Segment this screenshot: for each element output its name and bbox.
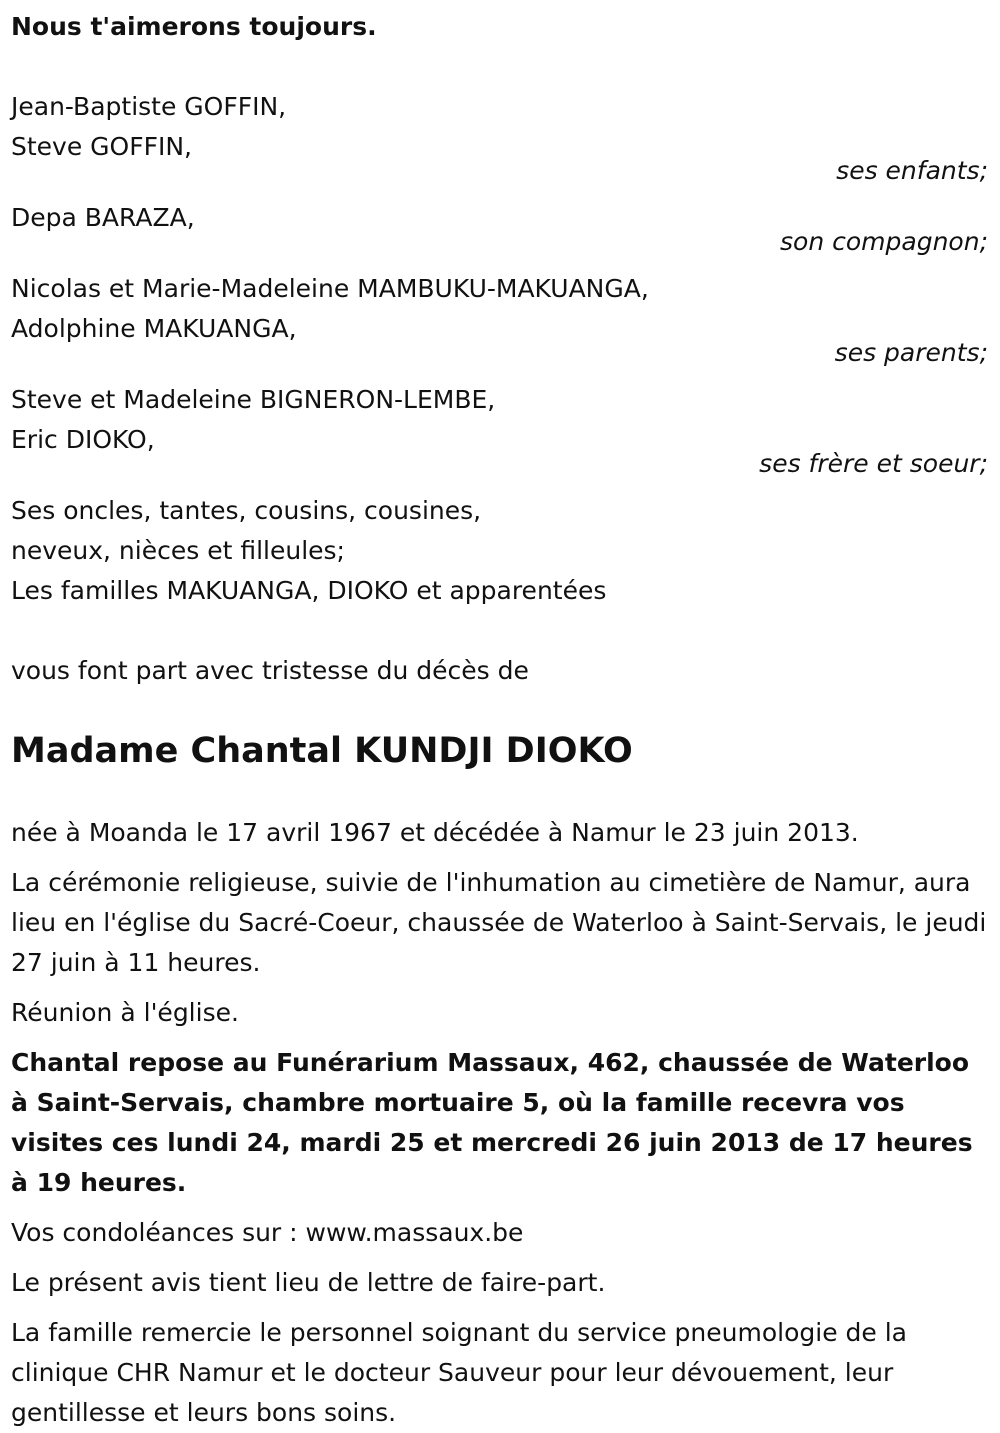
family-group-siblings xyxy=(11,380,989,484)
family-role: son compagnon; xyxy=(780,227,988,256)
announcement: vous font part avec tristesse du décès de xyxy=(11,656,529,685)
extended-family-line: Les familles MAKUANGA, DIOKO et apparentées xyxy=(11,576,607,605)
family-group-parents xyxy=(11,269,989,373)
notice-text: Le présent avis tient lieu de lettre de faire-part. xyxy=(11,1268,606,1297)
thanks-text: La famille remercie le personnel soignant du service pneumologie de la clinique CHR Namur et le docteur Sauveur pour leur dévouement, leur gentillesse et leurs bons soins. xyxy=(11,1318,907,1427)
family-name: Eric DIOKO, xyxy=(11,425,155,454)
extended-family-line: Ses oncles, tantes, cousins, cousines, xyxy=(11,496,482,525)
meeting-details: Réunion à l'église. xyxy=(11,998,239,1027)
visitation-details: Chantal repose au Funérarium Massaux, 462, chaussée de Waterloo à Saint-Servais, chambre mortuaire 5, où la famille recevra vos visites ces lundi 24, mardi 25 et mercredi 26 juin 2013 de 17 heures à 19 heures. xyxy=(11,1048,973,1197)
family-name: Depa BARAZA, xyxy=(11,203,195,232)
family-group-children xyxy=(11,87,989,191)
family-role: ses enfants; xyxy=(836,156,988,185)
family-name: Steve et Madeleine BIGNERON-LEMBE, xyxy=(11,385,496,414)
family-name: Jean-Baptiste GOFFIN, xyxy=(11,92,287,121)
motto: Nous t'aimerons toujours. xyxy=(11,12,377,41)
family-name: Steve GOFFIN, xyxy=(11,132,193,161)
family-name: Adolphine MAKUANGA, xyxy=(11,314,297,343)
ceremony-details: La cérémonie religieuse, suivie de l'inhumation au cimetière de Namur, aura lieu en l'église du Sacré-Coeur, chaussée de Waterloo à Saint-Servais, le jeudi 27 juin à 11 heures. xyxy=(11,868,987,977)
extended-family xyxy=(11,491,989,611)
family-role: ses parents; xyxy=(834,338,988,367)
birth-death-dates: née à Moanda le 17 avril 1967 et décédée à Namur le 23 juin 2013. xyxy=(11,818,859,847)
extended-family-line: neveux, nièces et filleules; xyxy=(11,536,345,565)
deceased-name: Madame Chantal KUNDJI DIOKO xyxy=(11,731,633,771)
family-name: Nicolas et Marie-Madeleine MAMBUKU-MAKUANGA, xyxy=(11,274,649,303)
condolences-link: Vos condoléances sur : www.massaux.be xyxy=(11,1218,524,1247)
family-group-partner xyxy=(11,198,989,262)
family-role: ses frère et soeur; xyxy=(759,449,988,478)
